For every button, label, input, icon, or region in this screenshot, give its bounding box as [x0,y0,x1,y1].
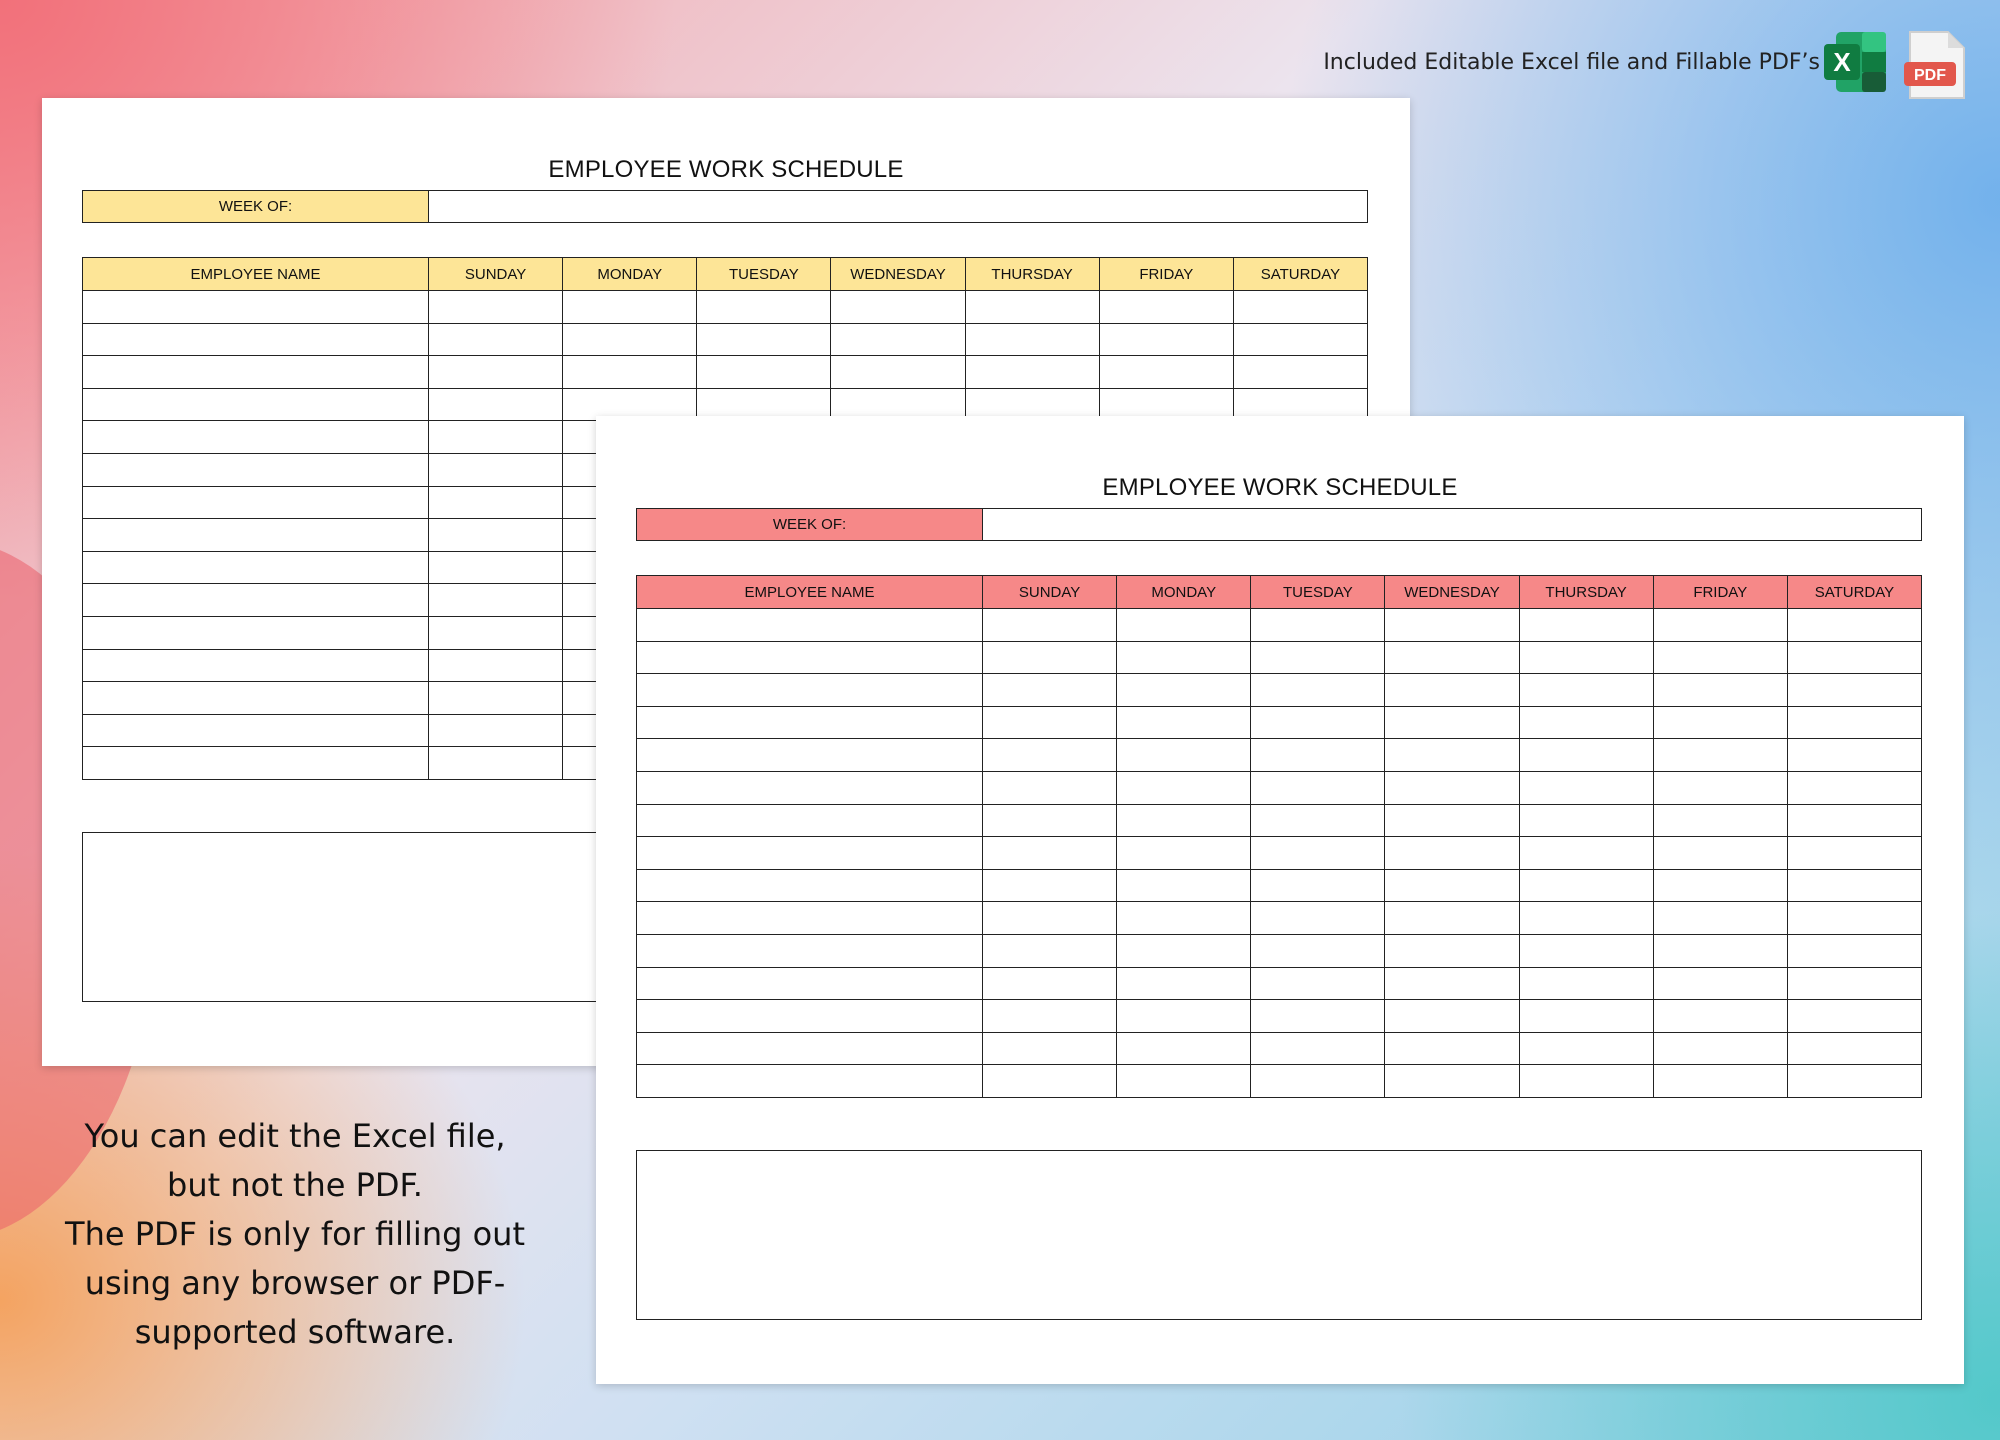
column-header: TUESDAY [1251,576,1385,609]
shift-cell[interactable] [1117,674,1251,707]
shift-cell[interactable] [1519,674,1653,707]
employee-name-cell[interactable] [637,902,983,935]
notes-box[interactable] [636,1150,1922,1320]
shift-cell[interactable] [429,356,563,389]
shift-cell[interactable] [983,641,1117,674]
shift-cell[interactable] [1519,706,1653,739]
shift-cell[interactable] [1519,641,1653,674]
shift-cell[interactable] [1653,902,1787,935]
shift-cell[interactable] [983,902,1117,935]
shift-cell[interactable] [429,519,563,552]
column-header: SUNDAY [983,576,1117,609]
shift-cell[interactable] [1099,356,1233,389]
shift-cell[interactable] [1653,706,1787,739]
shift-cell[interactable] [983,739,1117,772]
table-row [637,1000,1922,1033]
shift-cell[interactable] [1787,1032,1921,1065]
column-header: THURSDAY [965,258,1099,291]
schedule-header-row [637,576,1922,609]
column-header: EMPLOYEE NAME [83,258,429,291]
shift-cell[interactable] [1117,837,1251,870]
column-header: MONDAY [563,258,697,291]
shift-cell[interactable] [429,323,563,356]
shift-cell[interactable] [1519,804,1653,837]
shift-cell[interactable] [1099,323,1233,356]
employee-name-cell[interactable] [637,609,983,642]
shift-cell[interactable] [429,551,563,584]
column-header: WEDNESDAY [1385,576,1519,609]
shift-cell[interactable] [1117,706,1251,739]
shift-cell[interactable] [983,804,1117,837]
table-row [637,609,1922,642]
shift-cell[interactable] [1251,1065,1385,1098]
employee-name-cell[interactable] [637,641,983,674]
shift-cell[interactable] [983,706,1117,739]
shift-cell[interactable] [429,649,563,682]
shift-cell[interactable] [1251,706,1385,739]
employee-name-cell[interactable] [83,584,429,617]
shift-cell[interactable] [1385,869,1519,902]
week-of-label: WEEK OF: [83,191,429,222]
edit-info-line: supported software. [134,1313,456,1351]
table-row [637,1065,1922,1098]
shift-cell[interactable] [1519,771,1653,804]
employee-name-cell[interactable] [637,706,983,739]
table-row [637,934,1922,967]
employee-name-cell[interactable] [83,356,429,389]
shift-cell[interactable] [1787,804,1921,837]
shift-cell[interactable] [965,323,1099,356]
shift-cell[interactable] [983,1065,1117,1098]
shift-cell[interactable] [1653,869,1787,902]
shift-cell[interactable] [1653,609,1787,642]
shift-cell[interactable] [1385,771,1519,804]
shift-cell[interactable] [429,682,563,715]
employee-name-cell[interactable] [83,714,429,747]
shift-cell[interactable] [1653,1032,1787,1065]
column-header: TUESDAY [697,258,831,291]
employee-name-cell[interactable] [83,453,429,486]
shift-cell[interactable] [1519,1000,1653,1033]
table-row [83,323,1368,356]
employee-name-cell[interactable] [83,747,429,780]
shift-cell[interactable] [983,934,1117,967]
shift-cell[interactable] [1385,706,1519,739]
week-of-row [636,508,1922,541]
column-header: SUNDAY [429,258,563,291]
employee-name-cell[interactable] [83,682,429,715]
edit-info-line: The PDF is only for filling out [65,1215,525,1253]
shift-cell[interactable] [1519,902,1653,935]
schedule-table [636,575,1922,1098]
shift-cell[interactable] [1787,706,1921,739]
shift-cell[interactable] [1653,1000,1787,1033]
column-header: FRIDAY [1099,258,1233,291]
shift-cell[interactable] [1385,609,1519,642]
shift-cell[interactable] [563,323,697,356]
shift-cell[interactable] [1519,609,1653,642]
shift-cell[interactable] [697,291,831,324]
shift-cell[interactable] [1233,291,1367,324]
employee-name-cell[interactable] [637,1000,983,1033]
table-row [637,967,1922,1000]
shift-cell[interactable] [1787,967,1921,1000]
table-row [637,771,1922,804]
shift-cell[interactable] [1251,967,1385,1000]
shift-cell[interactable] [1251,739,1385,772]
shift-cell[interactable] [697,356,831,389]
shift-cell[interactable] [983,1032,1117,1065]
table-row [637,1032,1922,1065]
shift-cell[interactable] [1787,902,1921,935]
shift-cell[interactable] [563,291,697,324]
column-header: MONDAY [1117,576,1251,609]
shift-cell[interactable] [983,869,1117,902]
shift-cell[interactable] [429,747,563,780]
shift-cell[interactable] [1251,902,1385,935]
shift-cell[interactable] [1787,1000,1921,1033]
shift-cell[interactable] [1251,934,1385,967]
shift-cell[interactable] [429,714,563,747]
shift-cell[interactable] [983,674,1117,707]
shift-cell[interactable] [429,421,563,454]
shift-cell[interactable] [1787,674,1921,707]
employee-name-cell[interactable] [83,388,429,421]
column-header: WEDNESDAY [831,258,965,291]
table-row [637,869,1922,902]
employee-name-cell[interactable] [637,934,983,967]
shift-cell[interactable] [831,356,965,389]
shift-cell[interactable] [983,837,1117,870]
employee-name-cell[interactable] [637,771,983,804]
shift-cell[interactable] [1385,837,1519,870]
svg-text:X: X [1833,47,1851,77]
table-row [637,641,1922,674]
shift-cell[interactable] [983,1000,1117,1033]
shift-cell[interactable] [429,291,563,324]
shift-cell[interactable] [1117,739,1251,772]
employee-name-cell[interactable] [637,674,983,707]
excel-icon [1822,30,1888,94]
pdf-icon [1900,30,1970,102]
sheet-title: EMPLOYEE WORK SCHEDULE [1102,474,1458,501]
shift-cell[interactable] [1251,837,1385,870]
shift-cell[interactable] [1787,837,1921,870]
shift-cell[interactable] [1251,1000,1385,1033]
shift-cell[interactable] [1519,869,1653,902]
employee-name-cell[interactable] [83,421,429,454]
employee-name-cell[interactable] [637,804,983,837]
shift-cell[interactable] [1251,771,1385,804]
column-header: EMPLOYEE NAME [637,576,983,609]
week-of-field[interactable] [983,509,1921,540]
shift-cell[interactable] [1385,641,1519,674]
shift-cell[interactable] [1117,967,1251,1000]
shift-cell[interactable] [1251,674,1385,707]
schedule-header-row [83,258,1368,291]
shift-cell[interactable] [1787,739,1921,772]
shift-cell[interactable] [1117,609,1251,642]
column-header: SATURDAY [1787,576,1921,609]
shift-cell[interactable] [1787,1065,1921,1098]
shift-cell[interactable] [429,584,563,617]
employee-name-cell[interactable] [83,519,429,552]
shift-cell[interactable] [1787,771,1921,804]
shift-cell[interactable] [1385,902,1519,935]
shift-cell[interactable] [1519,1032,1653,1065]
employee-name-cell[interactable] [637,967,983,1000]
shift-cell[interactable] [1653,837,1787,870]
table-row [83,356,1368,389]
column-header: FRIDAY [1653,576,1787,609]
shift-cell[interactable] [1117,869,1251,902]
shift-cell[interactable] [1653,739,1787,772]
shift-cell[interactable] [429,486,563,519]
shift-cell[interactable] [1653,771,1787,804]
shift-cell[interactable] [965,291,1099,324]
shift-cell[interactable] [1117,902,1251,935]
shift-cell[interactable] [1385,674,1519,707]
week-of-row [82,190,1368,223]
shift-cell[interactable] [1117,1032,1251,1065]
svg-text:PDF: PDF [1914,67,1946,84]
shift-cell[interactable] [1519,1065,1653,1098]
shift-cell[interactable] [1251,804,1385,837]
shift-cell[interactable] [965,356,1099,389]
shift-cell[interactable] [1099,291,1233,324]
shift-cell[interactable] [1519,934,1653,967]
shift-cell[interactable] [1251,641,1385,674]
shift-cell[interactable] [1787,934,1921,967]
shift-cell[interactable] [831,291,965,324]
employee-name-cell[interactable] [83,486,429,519]
shift-cell[interactable] [1385,804,1519,837]
employee-name-cell[interactable] [83,323,429,356]
shift-cell[interactable] [1233,323,1367,356]
shift-cell[interactable] [1519,837,1653,870]
employee-name-cell[interactable] [637,837,983,870]
employee-name-cell[interactable] [637,1065,983,1098]
shift-cell[interactable] [1251,1032,1385,1065]
shift-cell[interactable] [1653,674,1787,707]
shift-cell[interactable] [1787,609,1921,642]
employee-name-cell[interactable] [83,291,429,324]
shift-cell[interactable] [1385,967,1519,1000]
shift-cell[interactable] [1117,641,1251,674]
shift-cell[interactable] [983,771,1117,804]
shift-cell[interactable] [1233,356,1367,389]
table-row [637,902,1922,935]
employee-name-cell[interactable] [83,551,429,584]
shift-cell[interactable] [697,323,831,356]
sheet-title: EMPLOYEE WORK SCHEDULE [548,156,904,183]
shift-cell[interactable] [1519,967,1653,1000]
table-row [83,291,1368,324]
shift-cell[interactable] [1385,934,1519,967]
shift-cell[interactable] [563,356,697,389]
shift-cell[interactable] [1787,869,1921,902]
employee-name-cell[interactable] [637,1032,983,1065]
column-header: THURSDAY [1519,576,1653,609]
shift-cell[interactable] [429,388,563,421]
week-of-field[interactable] [429,191,1367,222]
shift-cell[interactable] [1385,1065,1519,1098]
shift-cell[interactable] [1653,934,1787,967]
table-row [637,674,1922,707]
shift-cell[interactable] [1117,934,1251,967]
column-header: SATURDAY [1233,258,1367,291]
shift-cell[interactable] [1653,1065,1787,1098]
shift-cell[interactable] [429,453,563,486]
shift-cell[interactable] [1385,1000,1519,1033]
table-row [637,739,1922,772]
edit-info-note [60,1112,530,1357]
shift-cell[interactable] [429,616,563,649]
shift-cell[interactable] [1653,804,1787,837]
included-files-note: Included Editable Excel file and Fillable PDF’s [1323,50,1820,75]
shift-cell[interactable] [1385,1032,1519,1065]
shift-cell[interactable] [831,323,965,356]
shift-cell[interactable] [1519,739,1653,772]
shift-cell[interactable] [983,609,1117,642]
shift-cell[interactable] [983,967,1117,1000]
table-row [637,837,1922,870]
employee-name-cell[interactable] [83,616,429,649]
shift-cell[interactable] [1117,804,1251,837]
employee-name-cell[interactable] [637,869,983,902]
shift-cell[interactable] [1787,641,1921,674]
shift-cell[interactable] [1653,641,1787,674]
employee-name-cell[interactable] [83,649,429,682]
shift-cell[interactable] [1385,739,1519,772]
shift-cell[interactable] [1117,1065,1251,1098]
edit-info-line: using any browser or PDF- [84,1264,506,1302]
shift-cell[interactable] [1251,869,1385,902]
shift-cell[interactable] [1117,1000,1251,1033]
employee-name-cell[interactable] [637,739,983,772]
edit-info-line: You can edit the Excel file, [84,1117,506,1155]
shift-cell[interactable] [1251,609,1385,642]
edit-info-line: but not the PDF. [167,1166,423,1204]
table-row [637,706,1922,739]
table-row [637,804,1922,837]
week-of-label: WEEK OF: [637,509,983,540]
shift-cell[interactable] [1117,771,1251,804]
schedule-sheet-red [596,416,1964,1384]
shift-cell[interactable] [1653,967,1787,1000]
